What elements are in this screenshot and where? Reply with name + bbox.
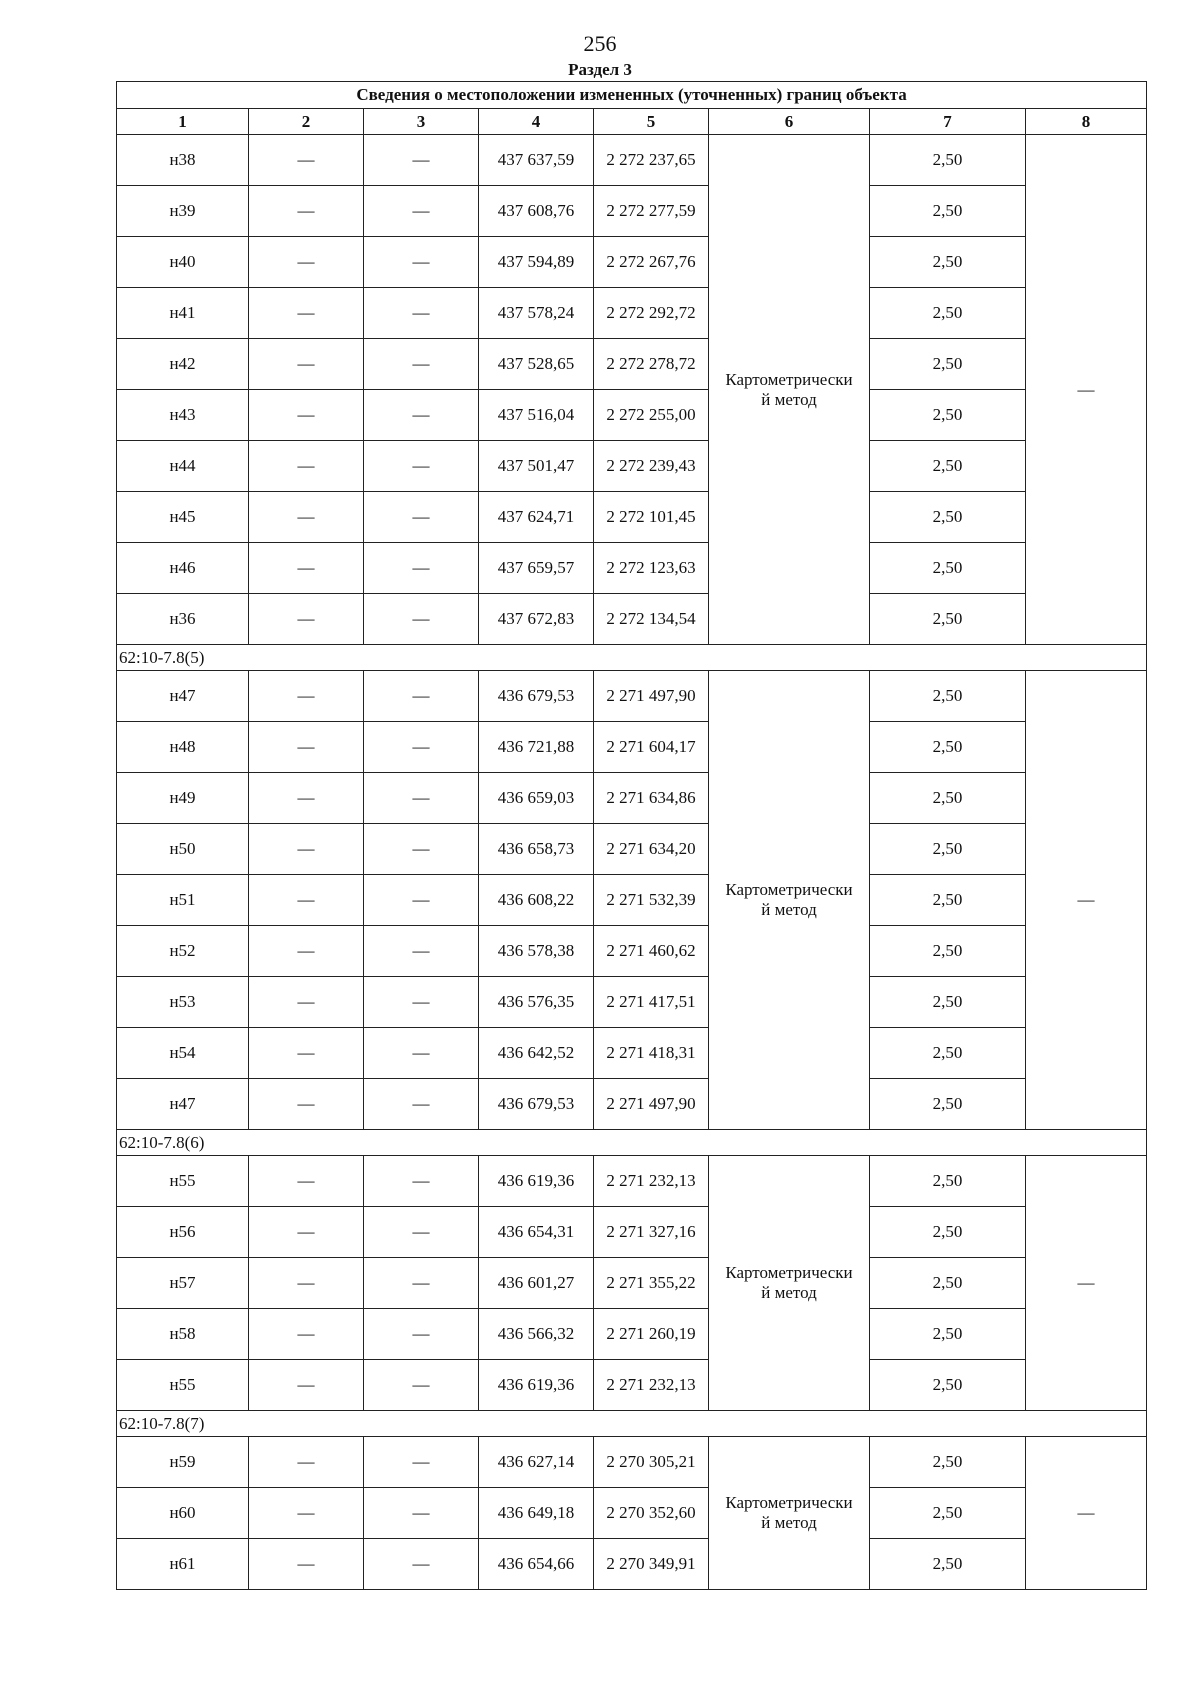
dash-cell: —: [364, 1156, 479, 1207]
table-row: [117, 1360, 1147, 1411]
method-label: Картометрически й метод: [725, 1493, 853, 1532]
table-row: [117, 594, 1147, 645]
dash-cell: —: [364, 977, 479, 1028]
point-id-cell: н57: [117, 1258, 249, 1309]
dash-cell: —: [249, 1309, 364, 1360]
accuracy-cell: 2,50: [870, 186, 1026, 237]
table-caption: Сведения о местоположении измененных (уточненных) границ объекта: [117, 82, 1147, 109]
table-row: [117, 977, 1147, 1028]
group-header-row: [117, 1411, 1147, 1437]
dash-cell: —: [364, 135, 479, 186]
accuracy-cell: 2,50: [870, 1488, 1026, 1539]
point-id-cell: н60: [117, 1488, 249, 1539]
dash-cell: —: [249, 1437, 364, 1488]
accuracy-cell: 2,50: [870, 875, 1026, 926]
column-number: 1: [117, 109, 249, 135]
table-row: [117, 1207, 1147, 1258]
point-id-cell: н47: [117, 671, 249, 722]
y-coordinate-cell: 2 271 532,39: [594, 875, 709, 926]
dash-cell: —: [364, 722, 479, 773]
column-number: 5: [594, 109, 709, 135]
method-cell: [709, 1156, 870, 1411]
dash-cell: —: [249, 671, 364, 722]
accuracy-cell: 2,50: [870, 390, 1026, 441]
group-header-row: [117, 645, 1147, 671]
y-coordinate-cell: 2 272 277,59: [594, 186, 709, 237]
point-id-cell: н51: [117, 875, 249, 926]
dash-cell: —: [249, 135, 364, 186]
dash-cell: —: [364, 671, 479, 722]
y-coordinate-cell: 2 272 255,00: [594, 390, 709, 441]
point-id-cell: н54: [117, 1028, 249, 1079]
point-id-cell: н46: [117, 543, 249, 594]
dash-cell: —: [249, 1258, 364, 1309]
dash-cell: —: [364, 1488, 479, 1539]
method-label: Картометрически й метод: [725, 369, 853, 409]
accuracy-cell: 2,50: [870, 441, 1026, 492]
accuracy-cell: 2,50: [870, 824, 1026, 875]
table-row: [117, 1258, 1147, 1309]
method-cell: [709, 1437, 870, 1590]
y-coordinate-cell: 2 272 134,54: [594, 594, 709, 645]
group-header-row: [117, 1130, 1147, 1156]
x-coordinate-cell: 436 619,36: [479, 1156, 594, 1207]
dash-cell: —: [364, 875, 479, 926]
y-coordinate-cell: 2 270 352,60: [594, 1488, 709, 1539]
description-cell: —: [1026, 1437, 1147, 1590]
dash-cell: —: [364, 1207, 479, 1258]
point-id-cell: н43: [117, 390, 249, 441]
x-coordinate-cell: 437 672,83: [479, 594, 594, 645]
accuracy-cell: 2,50: [870, 1156, 1026, 1207]
y-coordinate-cell: 2 272 101,45: [594, 492, 709, 543]
dash-cell: —: [249, 390, 364, 441]
x-coordinate-cell: 436 721,88: [479, 722, 594, 773]
y-coordinate-cell: 2 271 497,90: [594, 1079, 709, 1130]
dash-cell: —: [249, 1539, 364, 1590]
group-label: 62:10-7.8(7): [117, 1411, 1147, 1437]
column-number: 3: [364, 109, 479, 135]
dash-cell: —: [364, 824, 479, 875]
x-coordinate-cell: 437 659,57: [479, 543, 594, 594]
y-coordinate-cell: 2 271 604,17: [594, 722, 709, 773]
dash-cell: —: [249, 288, 364, 339]
group-label: 62:10-7.8(6): [117, 1130, 1147, 1156]
table-body: [117, 135, 1147, 1590]
table-row: [117, 441, 1147, 492]
y-coordinate-cell: 2 270 349,91: [594, 1539, 709, 1590]
dash-cell: —: [249, 1079, 364, 1130]
dash-cell: —: [249, 441, 364, 492]
dash-cell: —: [249, 492, 364, 543]
description-cell: —: [1026, 135, 1147, 645]
dash-cell: —: [249, 543, 364, 594]
x-coordinate-cell: 436 679,53: [479, 671, 594, 722]
table-row: [117, 492, 1147, 543]
dash-cell: —: [249, 977, 364, 1028]
column-number-row: [117, 109, 1147, 135]
y-coordinate-cell: 2 271 327,16: [594, 1207, 709, 1258]
x-coordinate-cell: 436 576,35: [479, 977, 594, 1028]
point-id-cell: н53: [117, 977, 249, 1028]
method-label: Картометрически й метод: [725, 880, 853, 919]
dash-cell: —: [249, 1488, 364, 1539]
x-coordinate-cell: 436 619,36: [479, 1360, 594, 1411]
x-coordinate-cell: 436 649,18: [479, 1488, 594, 1539]
table-row: [117, 1488, 1147, 1539]
accuracy-cell: 2,50: [870, 773, 1026, 824]
table-row: [117, 773, 1147, 824]
x-coordinate-cell: 437 501,47: [479, 441, 594, 492]
x-coordinate-cell: 437 624,71: [479, 492, 594, 543]
x-coordinate-cell: 436 578,38: [479, 926, 594, 977]
method-cell: [709, 671, 870, 1130]
point-id-cell: н42: [117, 339, 249, 390]
dash-cell: —: [249, 1028, 364, 1079]
table-row: [117, 722, 1147, 773]
y-coordinate-cell: 2 271 497,90: [594, 671, 709, 722]
y-coordinate-cell: 2 272 237,65: [594, 135, 709, 186]
column-number: 4: [479, 109, 594, 135]
x-coordinate-cell: 436 642,52: [479, 1028, 594, 1079]
x-coordinate-cell: 437 516,04: [479, 390, 594, 441]
description-cell: —: [1026, 671, 1147, 1130]
point-id-cell: н48: [117, 722, 249, 773]
accuracy-cell: 2,50: [870, 288, 1026, 339]
dash-cell: —: [364, 237, 479, 288]
point-id-cell: н38: [117, 135, 249, 186]
table-row: [117, 390, 1147, 441]
table-row: [117, 824, 1147, 875]
y-coordinate-cell: 2 271 417,51: [594, 977, 709, 1028]
point-id-cell: н58: [117, 1309, 249, 1360]
dash-cell: —: [364, 1258, 479, 1309]
dash-cell: —: [364, 1539, 479, 1590]
dash-cell: —: [249, 1207, 364, 1258]
table-row: [117, 671, 1147, 722]
accuracy-cell: 2,50: [870, 1360, 1026, 1411]
table-row: [117, 288, 1147, 339]
dash-cell: —: [249, 339, 364, 390]
dash-cell: —: [249, 1360, 364, 1411]
point-id-cell: н45: [117, 492, 249, 543]
table-row: [117, 1539, 1147, 1590]
point-id-cell: н50: [117, 824, 249, 875]
point-id-cell: н56: [117, 1207, 249, 1258]
dash-cell: —: [249, 722, 364, 773]
accuracy-cell: 2,50: [870, 594, 1026, 645]
point-id-cell: н41: [117, 288, 249, 339]
x-coordinate-cell: 437 578,24: [479, 288, 594, 339]
y-coordinate-cell: 2 271 634,86: [594, 773, 709, 824]
point-id-cell: н61: [117, 1539, 249, 1590]
point-id-cell: н52: [117, 926, 249, 977]
dash-cell: —: [364, 1028, 479, 1079]
point-id-cell: н59: [117, 1437, 249, 1488]
page-number: 256: [583, 31, 617, 56]
dash-cell: —: [364, 492, 479, 543]
column-number: 8: [1026, 109, 1147, 135]
dash-cell: —: [364, 594, 479, 645]
x-coordinate-cell: 436 658,73: [479, 824, 594, 875]
point-id-cell: н49: [117, 773, 249, 824]
x-coordinate-cell: 436 679,53: [479, 1079, 594, 1130]
x-coordinate-cell: 436 654,66: [479, 1539, 594, 1590]
point-id-cell: н40: [117, 237, 249, 288]
y-coordinate-cell: 2 271 232,13: [594, 1156, 709, 1207]
point-id-cell: н55: [117, 1360, 249, 1411]
x-coordinate-cell: 437 637,59: [479, 135, 594, 186]
dash-cell: —: [249, 875, 364, 926]
x-coordinate-cell: 437 594,89: [479, 237, 594, 288]
x-coordinate-cell: 436 627,14: [479, 1437, 594, 1488]
table-row: [117, 1156, 1147, 1207]
column-number: 7: [870, 109, 1026, 135]
column-number: 6: [709, 109, 870, 135]
dash-cell: —: [249, 773, 364, 824]
group-label: 62:10-7.8(5): [117, 645, 1147, 671]
dash-cell: —: [364, 1360, 479, 1411]
accuracy-cell: 2,50: [870, 543, 1026, 594]
column-number: 2: [249, 109, 364, 135]
dash-cell: —: [364, 288, 479, 339]
x-coordinate-cell: 437 608,76: [479, 186, 594, 237]
section-title: Раздел 3: [568, 60, 632, 79]
y-coordinate-cell: 2 272 267,76: [594, 237, 709, 288]
table-row: [117, 1079, 1147, 1130]
y-coordinate-cell: 2 272 278,72: [594, 339, 709, 390]
point-id-cell: н39: [117, 186, 249, 237]
table-row: [117, 1309, 1147, 1360]
boundary-table: [116, 81, 1147, 1590]
point-id-cell: н47: [117, 1079, 249, 1130]
accuracy-cell: 2,50: [870, 926, 1026, 977]
dash-cell: —: [249, 237, 364, 288]
y-coordinate-cell: 2 270 305,21: [594, 1437, 709, 1488]
method-cell: [709, 135, 870, 645]
dash-cell: —: [364, 339, 479, 390]
accuracy-cell: 2,50: [870, 237, 1026, 288]
dash-cell: —: [364, 1309, 479, 1360]
accuracy-cell: 2,50: [870, 671, 1026, 722]
dash-cell: —: [249, 594, 364, 645]
description-cell: —: [1026, 1156, 1147, 1411]
x-coordinate-cell: 436 608,22: [479, 875, 594, 926]
table-row: [117, 186, 1147, 237]
accuracy-cell: 2,50: [870, 1258, 1026, 1309]
point-id-cell: н36: [117, 594, 249, 645]
table-row: [117, 1028, 1147, 1079]
point-id-cell: н44: [117, 441, 249, 492]
table-row: [117, 135, 1147, 186]
accuracy-cell: 2,50: [870, 1079, 1026, 1130]
dash-cell: —: [364, 926, 479, 977]
point-id-cell: н55: [117, 1156, 249, 1207]
accuracy-cell: 2,50: [870, 977, 1026, 1028]
x-coordinate-cell: 437 528,65: [479, 339, 594, 390]
dash-cell: —: [364, 543, 479, 594]
x-coordinate-cell: 436 601,27: [479, 1258, 594, 1309]
accuracy-cell: 2,50: [870, 135, 1026, 186]
method-label: Картометрически й метод: [725, 1263, 853, 1302]
y-coordinate-cell: 2 271 260,19: [594, 1309, 709, 1360]
dash-cell: —: [364, 773, 479, 824]
table-row: [117, 237, 1147, 288]
y-coordinate-cell: 2 272 292,72: [594, 288, 709, 339]
accuracy-cell: 2,50: [870, 1028, 1026, 1079]
accuracy-cell: 2,50: [870, 1437, 1026, 1488]
accuracy-cell: 2,50: [870, 339, 1026, 390]
x-coordinate-cell: 436 654,31: [479, 1207, 594, 1258]
y-coordinate-cell: 2 272 123,63: [594, 543, 709, 594]
dash-cell: —: [249, 1156, 364, 1207]
y-coordinate-cell: 2 271 355,22: [594, 1258, 709, 1309]
accuracy-cell: 2,50: [870, 1539, 1026, 1590]
dash-cell: —: [249, 824, 364, 875]
x-coordinate-cell: 436 566,32: [479, 1309, 594, 1360]
accuracy-cell: 2,50: [870, 1309, 1026, 1360]
y-coordinate-cell: 2 271 232,13: [594, 1360, 709, 1411]
accuracy-cell: 2,50: [870, 1207, 1026, 1258]
dash-cell: —: [364, 390, 479, 441]
dash-cell: —: [364, 1079, 479, 1130]
table-row: [117, 1437, 1147, 1488]
dash-cell: —: [364, 186, 479, 237]
y-coordinate-cell: 2 271 418,31: [594, 1028, 709, 1079]
dash-cell: —: [249, 186, 364, 237]
dash-cell: —: [364, 1437, 479, 1488]
dash-cell: —: [249, 926, 364, 977]
y-coordinate-cell: 2 271 460,62: [594, 926, 709, 977]
dash-cell: —: [364, 441, 479, 492]
accuracy-cell: 2,50: [870, 492, 1026, 543]
table-row: [117, 926, 1147, 977]
table-row: [117, 339, 1147, 390]
x-coordinate-cell: 436 659,03: [479, 773, 594, 824]
table-row: [117, 875, 1147, 926]
y-coordinate-cell: 2 271 634,20: [594, 824, 709, 875]
table-row: [117, 543, 1147, 594]
y-coordinate-cell: 2 272 239,43: [594, 441, 709, 492]
accuracy-cell: 2,50: [870, 722, 1026, 773]
